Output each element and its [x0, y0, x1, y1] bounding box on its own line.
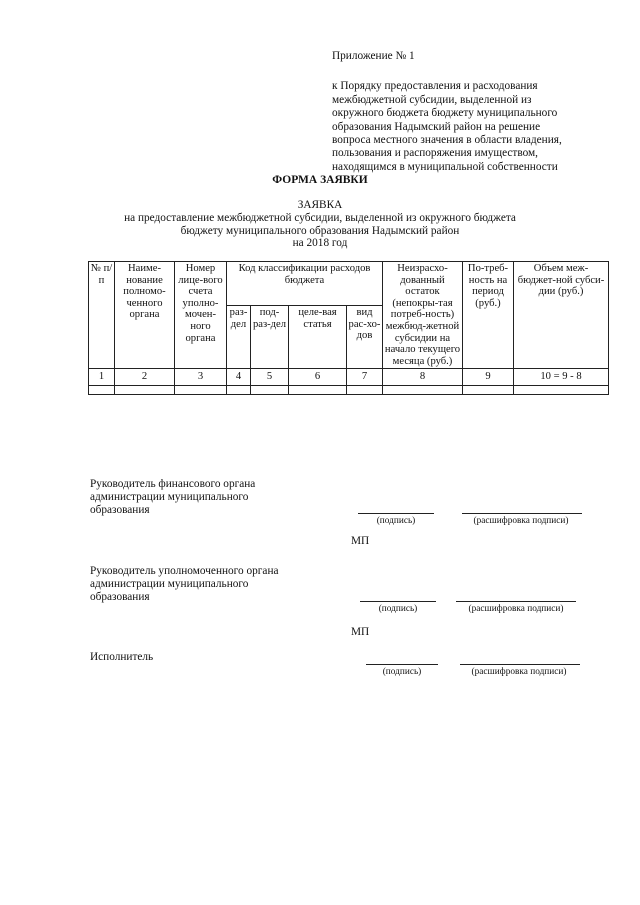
header-volume: Объем меж-бюджет-ной субси-дии (руб.): [514, 262, 609, 369]
table-cell: [115, 385, 175, 394]
application-table: [88, 261, 609, 395]
col-number: 7: [347, 369, 383, 386]
signature-decode-caption: (расшифровка подписи): [473, 516, 569, 526]
appendix-line: находящимся в муниципальной собственности: [332, 160, 558, 173]
header-section: раз-дел: [227, 305, 251, 368]
signature-caption: (подпись): [376, 516, 416, 526]
stamp-place: МП: [351, 535, 370, 547]
signatory-role-line: Руководитель финансового органа: [90, 478, 256, 490]
table-cell: [463, 385, 514, 394]
request-line: бюджету муниципального образования Надымский район: [180, 224, 460, 237]
signature-line: [366, 664, 438, 665]
signature-decode-line: [456, 601, 576, 602]
table-cell: [175, 385, 227, 394]
table-row: [89, 385, 609, 394]
header-need: По-треб-ность на период (руб.): [463, 262, 514, 369]
col-number: 10 = 9 - 8: [514, 369, 609, 386]
signature-caption: (подпись): [378, 604, 418, 614]
header-name: Наиме-нование полномо-ченного органа: [115, 262, 175, 369]
request-line: на предоставление межбюджетной субсидии, выделенной из окружного бюджета: [124, 211, 516, 224]
appendix-line: пользования и распоряжения имуществом,: [332, 147, 539, 160]
header-subsection: под-раз-дел: [251, 305, 289, 368]
signature-decode-line: [462, 513, 582, 514]
col-number: 8: [383, 369, 463, 386]
table-cell: [227, 385, 251, 394]
request-line: на 2018 год: [292, 237, 348, 250]
table-header-row: [89, 262, 609, 306]
table-cell: [514, 385, 609, 394]
signature-caption: (подпись): [382, 667, 422, 677]
signature-line: [358, 513, 434, 514]
col-number: 5: [251, 369, 289, 386]
header-num: № п/п: [89, 262, 115, 369]
col-number: 9: [463, 369, 514, 386]
header-budget-code: Код классификации расходов бюджета: [227, 262, 383, 306]
header-account: Номер лице-вого счета уполно-мочен-ного органа: [175, 262, 227, 369]
signature-decode-line: [460, 664, 580, 665]
appendix-line: межбюджетной субсидии, выделенной из: [332, 93, 532, 106]
appendix-header: [332, 50, 602, 174]
table-cell: [383, 385, 463, 394]
col-number: 6: [289, 369, 347, 386]
signatory-role-line: Исполнитель: [90, 651, 154, 663]
header-unused-balance: Неизрасхо-дованный остаток (непокры-тая потреб-ность) межбюд-жетной субсидии на начало текущего месяца (руб.): [383, 262, 463, 369]
signatory-authorized-head: [90, 565, 279, 604]
signatory-role-line: администрации муниципального: [90, 491, 249, 503]
signatory-role-line: Руководитель уполномоченного органа: [90, 565, 279, 577]
col-number: 4: [227, 369, 251, 386]
col-number: 3: [175, 369, 227, 386]
signature-decode-caption: (расшифровка подписи): [471, 667, 567, 677]
header-target: целе-вая статья: [289, 305, 347, 368]
signatory-executor: [90, 651, 153, 664]
table-cell: [251, 385, 289, 394]
appendix-line: окружного бюджета бюджету муниципального: [332, 107, 558, 120]
header-expense-type: вид рас-хо-дов: [347, 305, 383, 368]
appendix-number: Приложение № 1: [332, 50, 415, 62]
request-title: ЗАЯВКА: [297, 199, 343, 211]
col-number: 2: [115, 369, 175, 386]
table-cell: [289, 385, 347, 394]
table-cell: [347, 385, 383, 394]
appendix-line: вопроса местного значения в области владения,: [332, 134, 562, 147]
table-cell: [89, 385, 115, 394]
appendix-line: к Порядку предоставления и расходования: [332, 80, 538, 93]
col-number: 1: [89, 369, 115, 386]
appendix-line: образования Надымский район на решение: [332, 120, 541, 133]
stamp-place: МП: [351, 626, 370, 638]
signatory-financial-head: [90, 478, 255, 517]
signature-decode-caption: (расшифровка подписи): [468, 604, 564, 614]
signatory-role-line: образования: [90, 504, 150, 516]
form-title: ФОРМА ЗАЯВКИ: [272, 174, 368, 186]
signatory-role-line: администрации муниципального: [90, 578, 249, 590]
column-number-row: [89, 369, 609, 386]
signature-line: [360, 601, 436, 602]
request-header: [0, 199, 640, 250]
signatory-role-line: образования: [90, 591, 150, 603]
